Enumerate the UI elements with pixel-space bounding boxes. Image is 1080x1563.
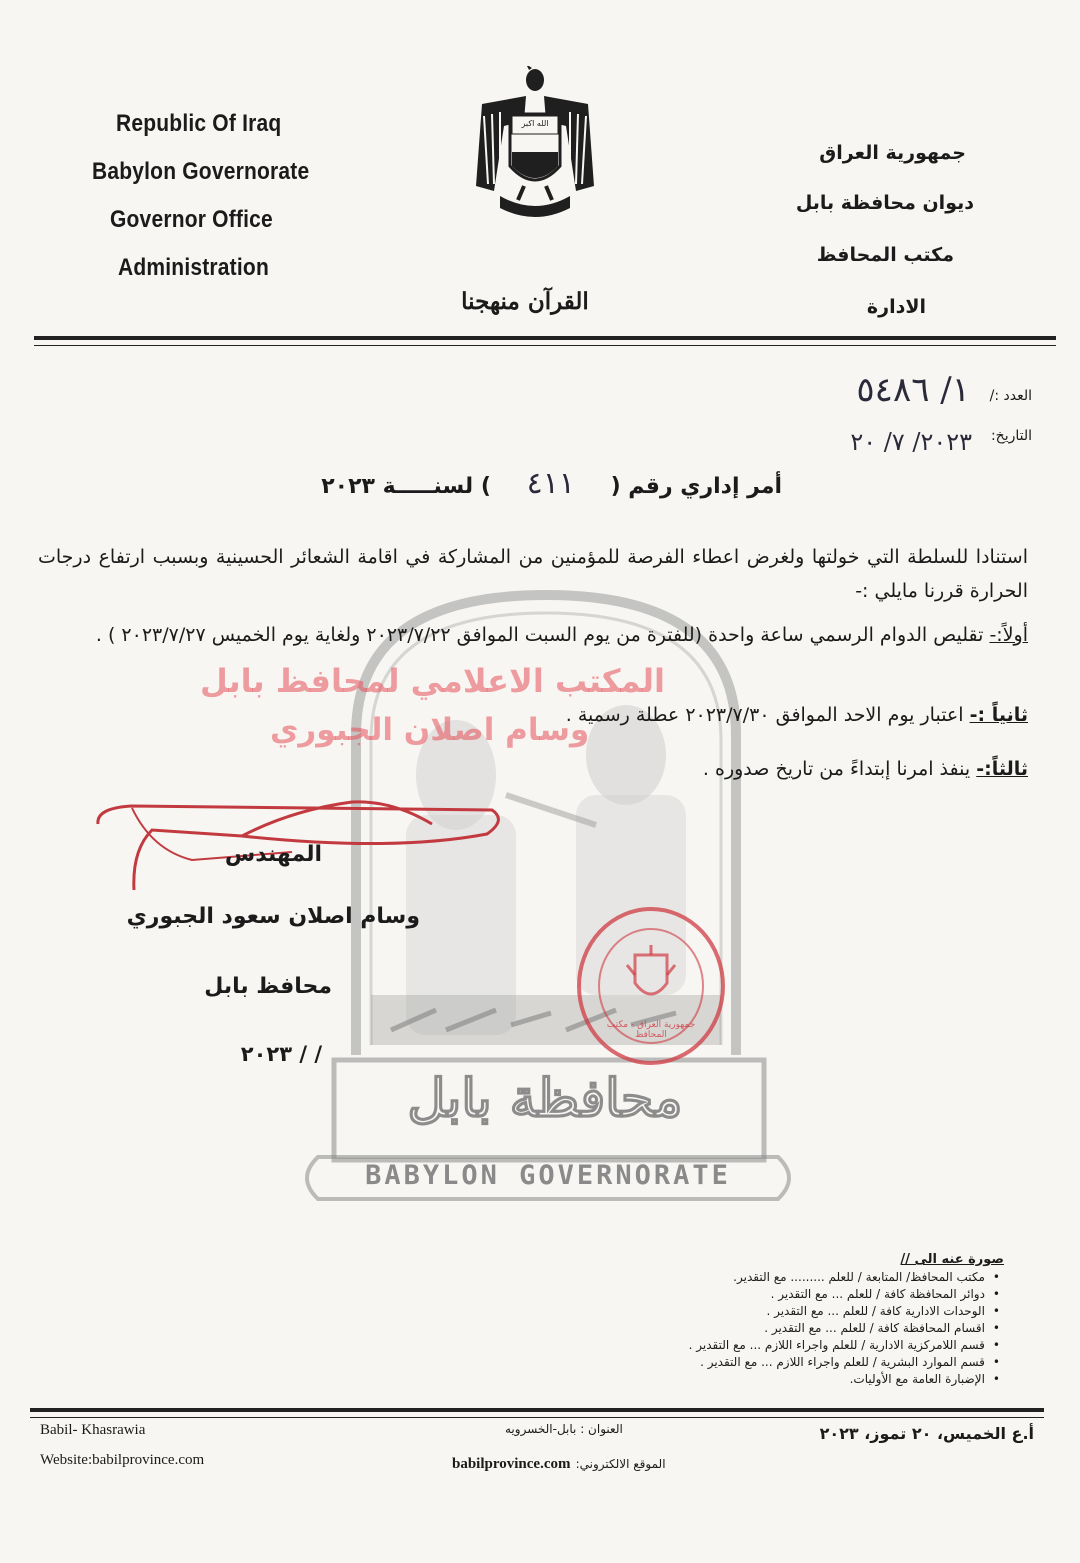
header-ar-department: الادارة xyxy=(866,296,926,318)
list-item: • اقسام المحافظة كافة / للعلم ... مع التقدير . xyxy=(689,1321,1000,1335)
order-intro-paragraph: استنادا للسلطة التي خولتها ولغرض اعطاء الفرصة للمؤمنين من المشاركة في اقامة الشعائر الحسينية وبسبب ارتفاع درجات الحرارة قررنا مايلي :- xyxy=(38,546,1028,602)
footer-divider-thick xyxy=(30,1408,1044,1412)
list-item: • قسم الموارد البشرية / للعلم واجراء اللازم ... مع التقدير . xyxy=(689,1355,1000,1369)
signatory-title: المهندس xyxy=(224,842,322,867)
list-item: • دوائر المحافظة كافة / للعلم ... مع التقدير . xyxy=(689,1287,1000,1301)
administrative-order-title xyxy=(321,466,782,501)
header-ar-office: مكتب المحافظ xyxy=(816,244,954,266)
list-item: • الوحدات الادارية كافة / للعلم ... مع التقدير . xyxy=(689,1304,1000,1318)
signatory-position: محافظ بابل xyxy=(204,974,332,999)
order-item-first-label: أولاً:- xyxy=(989,624,1028,646)
signatory-name: وسام اصلان سعود الجبوري xyxy=(126,904,420,929)
english-governorate-banner: BABYLON GOVERNORATE xyxy=(365,1160,731,1191)
arabic-governorate-logo: محافظة بابل xyxy=(407,1068,683,1129)
list-item: • قسم اللامركزية الادارية / للعلم واجراء اللازم ... مع التقدير . xyxy=(689,1338,1000,1352)
header-en-department: Administration xyxy=(118,254,269,281)
stamp-text: جمهورية العراق - مكتب المحافظ xyxy=(606,1020,696,1040)
order-item-third xyxy=(38,758,1028,780)
list-item: • الإضبارة العامة مع الأوليات. xyxy=(689,1372,1000,1386)
header-en-office: Governor Office xyxy=(110,206,273,233)
iraq-eagle-emblem-icon xyxy=(474,66,596,221)
header-en-country: Republic Of Iraq xyxy=(116,110,282,137)
order-number: ٤١١ xyxy=(526,466,575,501)
footer-address-en: Babil- Khasrawia xyxy=(40,1422,146,1438)
header-ar-country: جمهورية العراق xyxy=(819,142,966,164)
emblem-inscription: الله اكبر xyxy=(521,119,549,128)
official-stamp xyxy=(575,905,727,1067)
footer-divider-thin xyxy=(30,1417,1044,1418)
media-office-watermark-line1: المكتب الاعلامي لمحافظ بابل xyxy=(200,662,665,700)
reference-number-value: ١/ ٥٤٨٦ xyxy=(856,370,970,410)
header-motto: القرآن منهجنا xyxy=(461,288,589,315)
header-divider-thin xyxy=(34,345,1056,346)
order-title-suffix: ) لسنـــــة ٢٠٢٣ xyxy=(321,474,491,499)
footer-website-ar-label: الموقع الالكتروني: xyxy=(575,1457,666,1471)
reference-number-label: العدد :/ xyxy=(989,388,1032,404)
order-item-third-label: ثالثاً:- xyxy=(976,758,1028,780)
cc-list xyxy=(689,1270,1000,1389)
footer-website-ar-value: babilprovince.com xyxy=(452,1456,571,1472)
footer-website-ar xyxy=(452,1453,666,1473)
list-item: • مكتب المحافظ/ المتابعة / للعلم ......... مع التقدير. xyxy=(689,1270,1000,1284)
reference-date-label: التاريخ: xyxy=(990,428,1032,444)
order-item-third-text: ينفذ امرنا إبتداءً من تاريخ صدوره . xyxy=(702,758,977,780)
order-title-prefix: أمر إداري رقم ( xyxy=(610,474,782,499)
header-en-governorate: Babylon Governorate xyxy=(92,158,310,185)
order-item-second-label: ثانياً :- xyxy=(969,704,1028,726)
footer-website-en: Website:babilprovince.com xyxy=(40,1452,205,1468)
reference-date-value: ٢٠٢٣/ ٧/ ٢٠ xyxy=(850,428,972,456)
cc-heading: صورة عنه الى // xyxy=(900,1252,1004,1267)
signature-date: / / ٢٠٢٣ xyxy=(240,1042,322,1066)
footer-address-ar: العنوان : بابل-الخسرويه xyxy=(505,1422,623,1436)
order-item-first-text: تقليص الدوام الرسمي ساعة واحدة (للفترة من يوم السبت الموافق ٢٠٢٣/٧/٢٢ ولغاية يوم الخميس ٢٠٢٣/٧/٢٧ ) . xyxy=(95,624,990,646)
header-divider-thick xyxy=(34,336,1056,340)
order-item-first xyxy=(38,618,1028,652)
order-item-second-text: اعتبار يوم الاحد الموافق ٢٠٢٣/٧/٣٠ عطلة رسمية . xyxy=(565,704,970,726)
media-office-watermark-line2: وسام اصلان الجبوري xyxy=(270,712,590,748)
header-ar-governorate: ديوان محافظة بابل xyxy=(795,192,974,214)
footer-date-ar: أ.ع الخميس، ٢٠ تموز، ٢٠٢٣ xyxy=(819,1424,1034,1443)
